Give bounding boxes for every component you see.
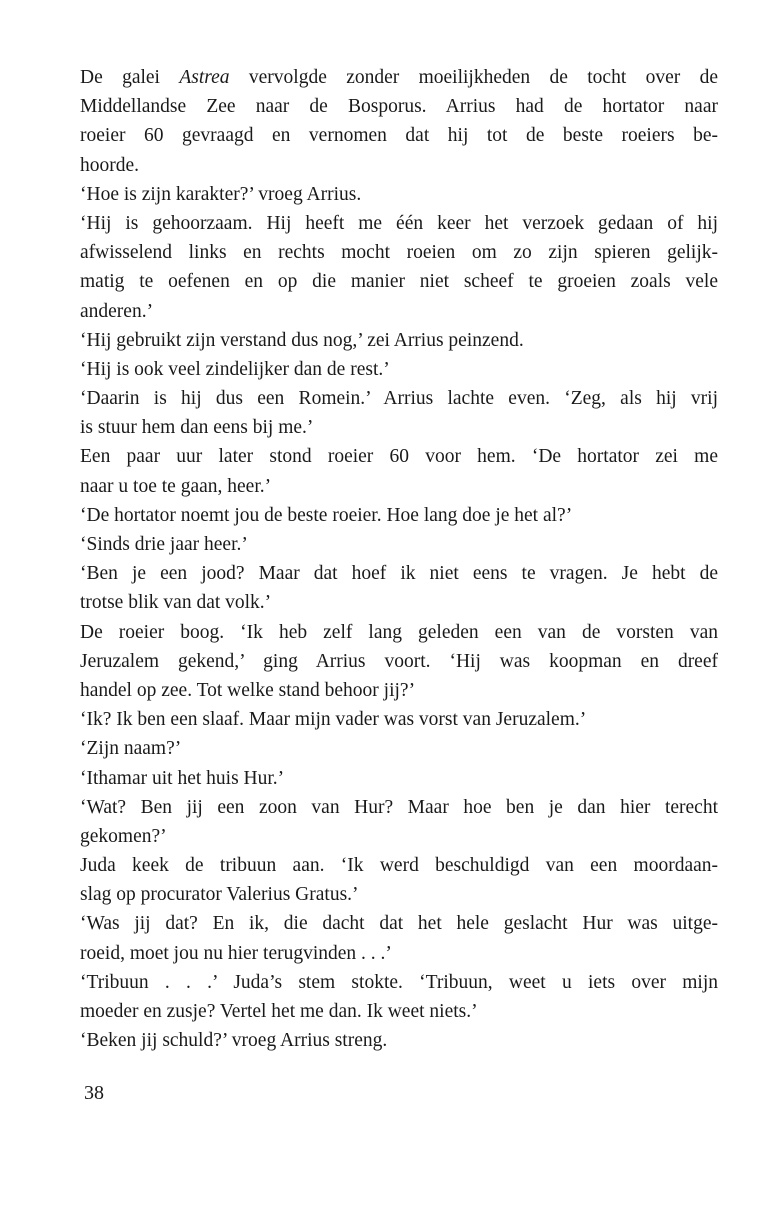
text-line: naar u toe te gaan, heer.’ — [80, 475, 272, 497]
text-line: ‘Sinds drie jaar heer.’ — [80, 534, 248, 555]
text-line: gekomen?’ — [80, 825, 167, 847]
text-line: ‘Was jij dat? En ik, die dacht dat het hele geslacht Hur was uitge- — [80, 913, 718, 935]
page-body-text — [80, 63, 718, 1055]
text-line: ‘Hij is gehoorzaam. Hij heeft me één keer het verzoek gedaan of hij — [80, 212, 718, 234]
text-line: matig te oefenen en op die manier niet scheef te groeien zoals vele — [80, 271, 718, 293]
text-line: moeder en zusje? Vertel het me dan. Ik weet niets.’ — [80, 1001, 478, 1022]
text-line: Middellandse Zee naar de Bosporus. Arrius had de hortator naar — [80, 96, 718, 118]
text-line: Juda keek de tribuun aan. ‘Ik werd beschuldigd van een moordaan- — [80, 855, 718, 877]
text-line: ‘Tribuun . . .’ Juda’s stem stokte. ‘Tribuun, weet u iets over mijn — [80, 971, 718, 993]
text-line: ‘Hoe is zijn karakter?’ vroeg Arrius. — [80, 183, 362, 205]
text-line: ‘Hij is ook veel zindelijker dan de rest.’ — [80, 358, 390, 380]
text-line: handel op zee. Tot welke stand behoor jij?’ — [80, 679, 416, 701]
text-line: roeid, moet jou nu hier terugvinden . . .’ — [80, 942, 392, 964]
text-line: ‘Wat? Ben jij een zoon van Hur? Maar hoe ben je dan hier terecht — [80, 796, 718, 818]
text-line: ‘De hortator noemt jou de beste roeier. Hoe lang doe je het al?’ — [80, 504, 573, 526]
text-line: afwisselend links en rechts mocht roeien om zo zijn spieren gelijk- — [80, 242, 718, 264]
text-line: De roeier boog. ‘Ik heb zelf lang geleden een van de vorsten van — [80, 621, 718, 643]
text-line: ‘Hij gebruikt zijn verstand dus nog,’ zei Arrius peinzend. — [80, 329, 524, 351]
text-line: ‘Zijn naam?’ — [80, 738, 182, 760]
ship-name: Astrea — [179, 67, 230, 88]
text-line: hoorde. — [80, 154, 140, 176]
text-line: Jeruzalem gekend,’ ging Arrius voort. ‘Hij was koopman en dreef — [80, 650, 718, 672]
text-line: ‘Ik? Ik ben een slaaf. Maar mijn vader was vorst van Jeruzalem.’ — [80, 709, 587, 731]
page-number: 38 — [84, 1082, 104, 1104]
text-line: trotse blik van dat volk.’ — [80, 592, 272, 614]
text-line: De galei Astrea vervolgde zonder moeilijkheden de tocht over de — [80, 67, 718, 88]
text-line: ‘Ithamar uit het huis Hur.’ — [80, 767, 285, 789]
text-line: slag op procurator Valerius Gratus.’ — [80, 884, 359, 906]
text-line: ‘Beken jij schuld?’ vroeg Arrius streng. — [80, 1030, 388, 1052]
text-line: ‘Daarin is hij dus een Romein.’ Arrius lachte even. ‘Zeg, als hij vrij — [80, 388, 718, 410]
text-line: is stuur hem dan eens bij me.’ — [80, 417, 314, 439]
text-line: ‘Ben je een jood? Maar dat hoef ik niet eens te vragen. Je hebt de — [80, 563, 718, 585]
text-line: roeier 60 gevraagd en vernomen dat hij tot de beste roeiers be- — [80, 125, 718, 147]
text-line: Een paar uur later stond roeier 60 voor hem. ‘De hortator zei me — [80, 446, 718, 468]
text-line: anderen.’ — [80, 300, 154, 322]
